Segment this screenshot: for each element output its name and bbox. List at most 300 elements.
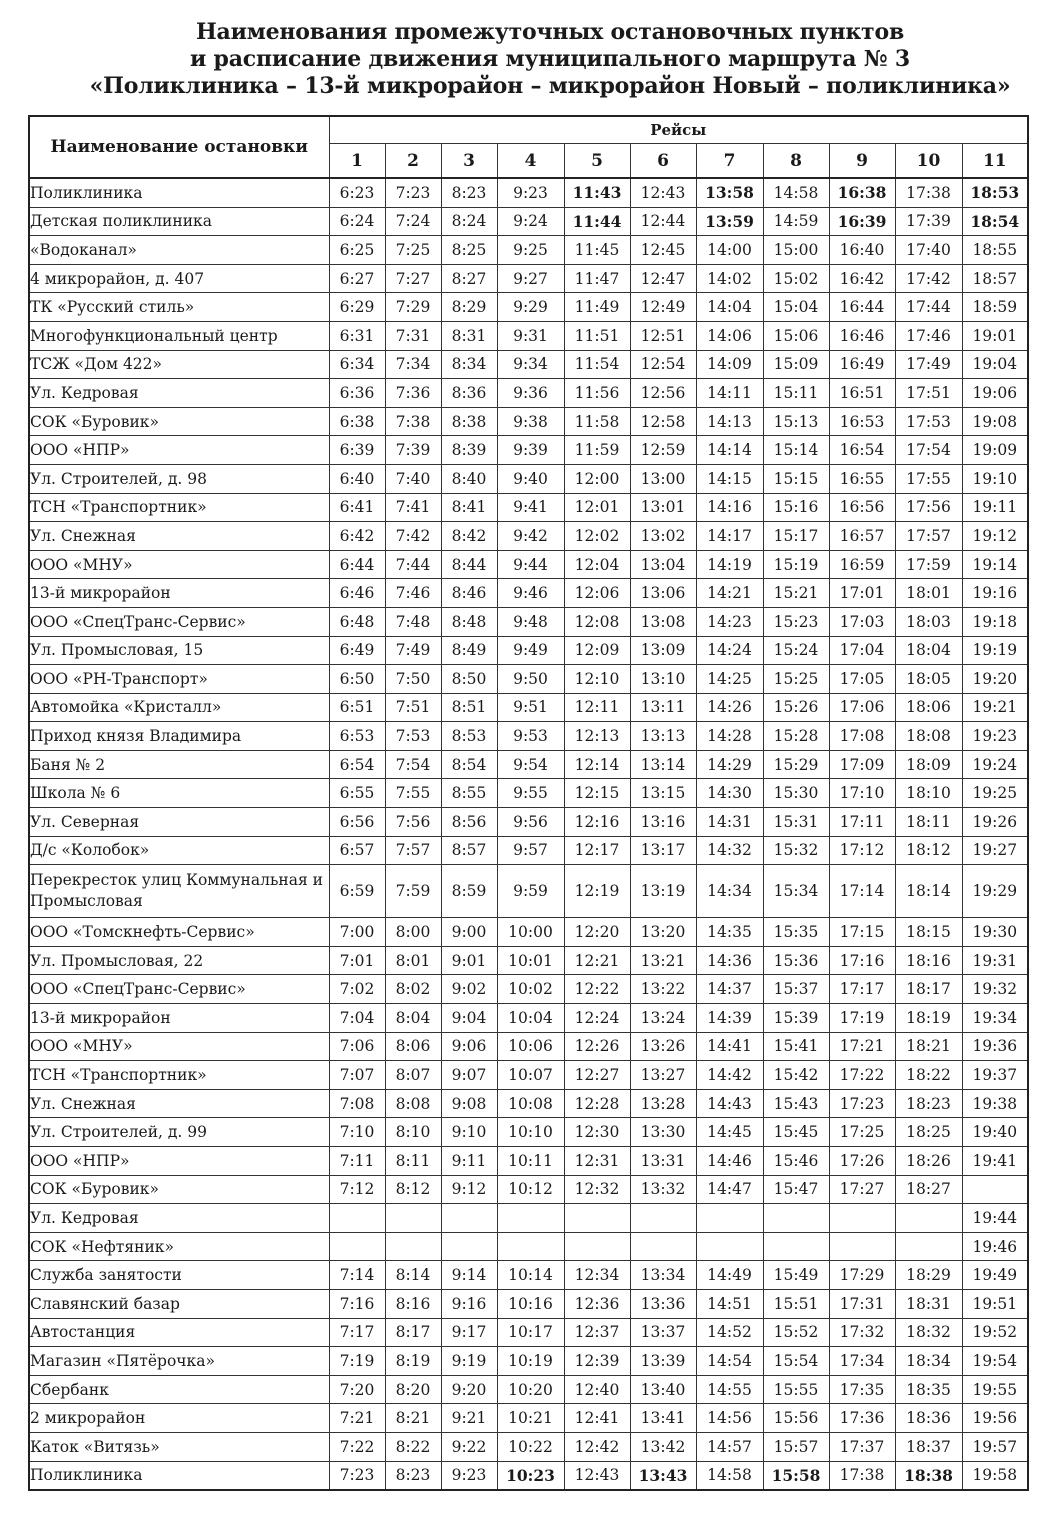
time-cell: 18:26 (895, 1147, 962, 1176)
time-cell: 17:42 (895, 264, 962, 293)
time-cell: 15:42 (763, 1061, 829, 1090)
time-cell: 19:57 (962, 1432, 1028, 1461)
time-cell: 9:16 (441, 1289, 497, 1318)
time-cell: 8:01 (385, 946, 441, 975)
trip-number-header: 8 (763, 144, 829, 179)
table-row (29, 918, 1028, 947)
time-cell: 15:46 (763, 1147, 829, 1176)
stop-name-cell: СОК «Буровик» (29, 1175, 329, 1204)
time-cell: 9:27 (497, 264, 564, 293)
time-cell: 7:34 (385, 350, 441, 379)
table-row (29, 1432, 1028, 1461)
time-cell: 7:42 (385, 522, 441, 551)
table-row (29, 1289, 1028, 1318)
time-cell: 17:06 (829, 693, 895, 722)
time-cell: 16:57 (829, 522, 895, 551)
time-cell: 6:40 (329, 464, 385, 493)
time-cell: 12:56 (630, 379, 696, 408)
time-cell: 15:52 (763, 1318, 829, 1347)
time-cell: 6:38 (329, 407, 385, 436)
time-cell: 7:36 (385, 379, 441, 408)
time-cell: 12:10 (564, 665, 630, 694)
time-cell: 12:16 (564, 808, 630, 837)
time-cell: 17:40 (895, 236, 962, 265)
time-cell: 8:00 (385, 918, 441, 947)
time-cell: 7:04 (329, 1004, 385, 1033)
time-cell: 8:06 (385, 1032, 441, 1061)
time-cell: 7:08 (329, 1089, 385, 1118)
time-cell: 18:05 (895, 665, 962, 694)
time-cell: 15:28 (763, 722, 829, 751)
time-cell: 17:38 (829, 1461, 895, 1490)
time-cell: 11:47 (564, 264, 630, 293)
time-cell: 15:47 (763, 1175, 829, 1204)
schedule-body (29, 178, 1028, 1490)
time-cell: 6:55 (329, 779, 385, 808)
time-cell: 6:31 (329, 321, 385, 350)
time-cell: 18:08 (895, 722, 962, 751)
time-cell: 17:16 (829, 946, 895, 975)
time-cell: 19:37 (962, 1061, 1028, 1090)
time-cell: 13:41 (630, 1404, 696, 1433)
time-cell: 8:16 (385, 1289, 441, 1318)
time-cell (696, 1204, 763, 1233)
time-cell: 16:39 (829, 207, 895, 236)
table-row (29, 379, 1028, 408)
time-cell: 9:57 (497, 836, 564, 865)
time-cell: 13:08 (630, 607, 696, 636)
table-row (29, 1232, 1028, 1261)
time-cell: 9:24 (497, 207, 564, 236)
time-cell: 19:09 (962, 436, 1028, 465)
time-cell: 14:23 (696, 607, 763, 636)
time-cell: 12:45 (630, 236, 696, 265)
time-cell: 7:59 (385, 865, 441, 918)
time-cell: 17:23 (829, 1089, 895, 1118)
time-cell: 8:49 (441, 636, 497, 665)
time-cell: 13:15 (630, 779, 696, 808)
stop-name-cell: 13-й микрорайон (29, 579, 329, 608)
time-cell: 18:36 (895, 1404, 962, 1433)
time-cell: 6:53 (329, 722, 385, 751)
time-cell: 12:28 (564, 1089, 630, 1118)
time-cell: 6:36 (329, 379, 385, 408)
time-cell: 9:54 (497, 750, 564, 779)
stop-name-cell: Ул. Промысловая, 15 (29, 636, 329, 665)
time-cell: 9:12 (441, 1175, 497, 1204)
time-cell: 14:28 (696, 722, 763, 751)
time-cell: 12:08 (564, 607, 630, 636)
time-cell: 8:10 (385, 1118, 441, 1147)
time-cell: 18:11 (895, 808, 962, 837)
time-cell: 13:31 (630, 1147, 696, 1176)
trip-number-header: 6 (630, 144, 696, 179)
time-cell: 14:52 (696, 1318, 763, 1347)
time-cell: 9:02 (441, 975, 497, 1004)
time-cell: 6:57 (329, 836, 385, 865)
time-cell: 6:44 (329, 550, 385, 579)
time-cell: 12:42 (564, 1432, 630, 1461)
time-cell: 17:38 (895, 178, 962, 207)
time-cell: 9:01 (441, 946, 497, 975)
time-cell: 18:19 (895, 1004, 962, 1033)
time-cell: 17:54 (895, 436, 962, 465)
table-row (29, 693, 1028, 722)
stop-name-cell: Ул. Кедровая (29, 379, 329, 408)
stop-name-cell: ООО «МНУ» (29, 550, 329, 579)
time-cell: 7:41 (385, 493, 441, 522)
time-cell: 12:26 (564, 1032, 630, 1061)
time-cell: 15:13 (763, 407, 829, 436)
time-cell: 17:36 (829, 1404, 895, 1433)
table-row (29, 550, 1028, 579)
time-cell: 9:21 (441, 1404, 497, 1433)
time-cell: 9:25 (497, 236, 564, 265)
time-cell: 7:40 (385, 464, 441, 493)
stop-name-cell: ТК «Русский стиль» (29, 293, 329, 322)
time-cell: 8:11 (385, 1147, 441, 1176)
time-cell: 13:10 (630, 665, 696, 694)
stop-name-cell: Школа № 6 (29, 779, 329, 808)
time-cell: 8:20 (385, 1375, 441, 1404)
time-cell: 17:01 (829, 579, 895, 608)
time-cell: 18:34 (895, 1347, 962, 1376)
time-cell: 7:39 (385, 436, 441, 465)
time-cell: 14:45 (696, 1118, 763, 1147)
time-cell: 7:46 (385, 579, 441, 608)
time-cell: 18:09 (895, 750, 962, 779)
time-cell: 19:32 (962, 975, 1028, 1004)
table-row (29, 579, 1028, 608)
time-cell: 14:21 (696, 579, 763, 608)
time-cell: 7:20 (329, 1375, 385, 1404)
stop-name-cell: Приход князя Владимира (29, 722, 329, 751)
time-cell: 19:12 (962, 522, 1028, 551)
time-cell: 9:10 (441, 1118, 497, 1147)
time-cell: 15:45 (763, 1118, 829, 1147)
time-cell: 16:54 (829, 436, 895, 465)
time-cell: 6:42 (329, 522, 385, 551)
time-cell: 9:31 (497, 321, 564, 350)
table-row (29, 636, 1028, 665)
stop-name-header: Наименование остановки (29, 116, 329, 178)
time-cell: 8:21 (385, 1404, 441, 1433)
time-cell: 19:40 (962, 1118, 1028, 1147)
time-cell: 9:07 (441, 1061, 497, 1090)
time-cell: 7:11 (329, 1147, 385, 1176)
time-cell: 14:34 (696, 865, 763, 918)
time-cell: 15:54 (763, 1347, 829, 1376)
document-title (0, 19, 1055, 100)
stop-name-cell: Автомойка «Кристалл» (29, 693, 329, 722)
time-cell: 17:29 (829, 1261, 895, 1290)
time-cell: 13:39 (630, 1347, 696, 1376)
time-cell (441, 1232, 497, 1261)
time-cell: 13:42 (630, 1432, 696, 1461)
time-cell: 7:53 (385, 722, 441, 751)
time-cell: 12:43 (630, 178, 696, 207)
trip-number-header: 1 (329, 144, 385, 179)
time-cell: 14:04 (696, 293, 763, 322)
time-cell: 10:00 (497, 918, 564, 947)
time-cell: 19:49 (962, 1261, 1028, 1290)
time-cell: 14:26 (696, 693, 763, 722)
time-cell: 15:21 (763, 579, 829, 608)
time-cell: 14:11 (696, 379, 763, 408)
time-cell: 9:36 (497, 379, 564, 408)
time-cell: 16:49 (829, 350, 895, 379)
stop-name-cell: ООО «Томскнефть-Сервис» (29, 918, 329, 947)
time-cell: 9:55 (497, 779, 564, 808)
time-cell: 14:30 (696, 779, 763, 808)
time-cell: 8:57 (441, 836, 497, 865)
time-cell: 7:22 (329, 1432, 385, 1461)
time-cell: 14:42 (696, 1061, 763, 1090)
time-cell: 19:52 (962, 1318, 1028, 1347)
time-cell: 13:36 (630, 1289, 696, 1318)
time-cell: 7:57 (385, 836, 441, 865)
time-cell: 19:30 (962, 918, 1028, 947)
time-cell: 15:56 (763, 1404, 829, 1433)
time-cell: 14:36 (696, 946, 763, 975)
time-cell: 13:37 (630, 1318, 696, 1347)
time-cell: 14:57 (696, 1432, 763, 1461)
time-cell: 9:41 (497, 493, 564, 522)
time-cell: 18:37 (895, 1432, 962, 1461)
time-cell: 8:17 (385, 1318, 441, 1347)
time-cell: 6:54 (329, 750, 385, 779)
time-cell: 15:16 (763, 493, 829, 522)
time-cell: 12:17 (564, 836, 630, 865)
time-cell: 15:04 (763, 293, 829, 322)
time-cell: 18:17 (895, 975, 962, 1004)
time-cell (895, 1232, 962, 1261)
stop-name-cell: Детская поликлиника (29, 207, 329, 236)
time-cell: 6:59 (329, 865, 385, 918)
time-cell: 16:53 (829, 407, 895, 436)
stop-name-cell: Ул. Снежная (29, 1089, 329, 1118)
time-cell: 17:37 (829, 1432, 895, 1461)
time-cell: 15:34 (763, 865, 829, 918)
time-cell: 14:09 (696, 350, 763, 379)
time-cell: 17:53 (895, 407, 962, 436)
time-cell: 9:46 (497, 579, 564, 608)
time-cell (564, 1204, 630, 1233)
trip-number-header: 5 (564, 144, 630, 179)
time-cell: 17:03 (829, 607, 895, 636)
time-cell: 19:41 (962, 1147, 1028, 1176)
time-cell: 18:01 (895, 579, 962, 608)
time-cell: 11:56 (564, 379, 630, 408)
time-cell: 8:07 (385, 1061, 441, 1090)
time-cell: 10:14 (497, 1261, 564, 1290)
table-row (29, 464, 1028, 493)
time-cell: 14:35 (696, 918, 763, 947)
time-cell: 7:44 (385, 550, 441, 579)
time-cell: 12:27 (564, 1061, 630, 1090)
time-cell: 15:30 (763, 779, 829, 808)
time-cell (329, 1204, 385, 1233)
time-cell: 9:51 (497, 693, 564, 722)
time-cell: 16:46 (829, 321, 895, 350)
time-cell: 9:29 (497, 293, 564, 322)
table-row (29, 808, 1028, 837)
time-cell: 15:36 (763, 946, 829, 975)
time-cell: 19:24 (962, 750, 1028, 779)
time-cell: 9:49 (497, 636, 564, 665)
time-cell: 11:54 (564, 350, 630, 379)
time-cell: 11:45 (564, 236, 630, 265)
time-cell: 14:51 (696, 1289, 763, 1318)
time-cell: 14:14 (696, 436, 763, 465)
time-cell: 17:11 (829, 808, 895, 837)
stop-name-cell: Поликлиника (29, 178, 329, 207)
time-cell: 18:25 (895, 1118, 962, 1147)
time-cell: 10:12 (497, 1175, 564, 1204)
time-cell: 13:17 (630, 836, 696, 865)
time-cell: 18:14 (895, 865, 962, 918)
time-cell: 15:31 (763, 808, 829, 837)
time-cell: 18:23 (895, 1089, 962, 1118)
time-cell: 12:40 (564, 1375, 630, 1404)
time-cell: 14:32 (696, 836, 763, 865)
time-cell: 12:54 (630, 350, 696, 379)
time-cell: 9:34 (497, 350, 564, 379)
time-cell: 19:58 (962, 1461, 1028, 1490)
time-cell: 8:12 (385, 1175, 441, 1204)
time-cell: 8:39 (441, 436, 497, 465)
time-cell: 19:51 (962, 1289, 1028, 1318)
time-cell: 8:54 (441, 750, 497, 779)
time-cell: 6:49 (329, 636, 385, 665)
time-cell: 8:40 (441, 464, 497, 493)
time-cell: 7:19 (329, 1347, 385, 1376)
time-cell: 12:36 (564, 1289, 630, 1318)
trip-number-header: 4 (497, 144, 564, 179)
time-cell (696, 1232, 763, 1261)
time-cell: 15:41 (763, 1032, 829, 1061)
time-cell: 8:56 (441, 808, 497, 837)
time-cell: 11:43 (564, 178, 630, 207)
time-cell: 7:21 (329, 1404, 385, 1433)
time-cell: 9:40 (497, 464, 564, 493)
time-cell: 14:39 (696, 1004, 763, 1033)
title-line-2: и расписание движения муниципального маршрута № 3 (189, 46, 911, 72)
time-cell: 14:00 (696, 236, 763, 265)
time-cell: 19:14 (962, 550, 1028, 579)
time-cell: 15:29 (763, 750, 829, 779)
time-cell: 7:51 (385, 693, 441, 722)
stop-name-cell: Баня № 2 (29, 750, 329, 779)
table-row (29, 1375, 1028, 1404)
time-cell: 10:17 (497, 1318, 564, 1347)
time-cell: 9:17 (441, 1318, 497, 1347)
time-cell: 7:23 (329, 1461, 385, 1490)
time-cell: 17:21 (829, 1032, 895, 1061)
time-cell: 14:24 (696, 636, 763, 665)
time-cell: 17:51 (895, 379, 962, 408)
time-cell: 14:37 (696, 975, 763, 1004)
table-row (29, 407, 1028, 436)
time-cell: 9:48 (497, 607, 564, 636)
time-cell: 17:34 (829, 1347, 895, 1376)
time-cell: 13:22 (630, 975, 696, 1004)
time-cell: 9:04 (441, 1004, 497, 1033)
time-cell: 9:50 (497, 665, 564, 694)
time-cell: 7:56 (385, 808, 441, 837)
time-cell: 12:39 (564, 1347, 630, 1376)
stop-name-cell: Сбербанк (29, 1375, 329, 1404)
time-cell: 7:14 (329, 1261, 385, 1290)
stop-name-cell: Поликлиника (29, 1461, 329, 1490)
trip-number-header: 11 (962, 144, 1028, 179)
time-cell: 17:05 (829, 665, 895, 694)
time-cell: 14:29 (696, 750, 763, 779)
time-cell: 8:34 (441, 350, 497, 379)
stop-name-cell: Славянский базар (29, 1289, 329, 1318)
time-cell: 15:51 (763, 1289, 829, 1318)
table-row (29, 1147, 1028, 1176)
time-cell: 10:10 (497, 1118, 564, 1147)
table-row (29, 946, 1028, 975)
time-cell: 18:55 (962, 236, 1028, 265)
stop-name-cell: Д/с «Колобок» (29, 836, 329, 865)
time-cell: 9:06 (441, 1032, 497, 1061)
time-cell: 8:19 (385, 1347, 441, 1376)
time-cell: 7:23 (385, 178, 441, 207)
time-cell: 16:55 (829, 464, 895, 493)
time-cell: 9:59 (497, 865, 564, 918)
table-row (29, 1061, 1028, 1090)
time-cell: 18:54 (962, 207, 1028, 236)
stop-name-cell: Автостанция (29, 1318, 329, 1347)
table-row (29, 321, 1028, 350)
time-cell: 12:20 (564, 918, 630, 947)
time-cell: 13:11 (630, 693, 696, 722)
time-cell (441, 1204, 497, 1233)
time-cell: 9:22 (441, 1432, 497, 1461)
time-cell: 19:27 (962, 836, 1028, 865)
time-cell: 19:26 (962, 808, 1028, 837)
time-cell: 6:48 (329, 607, 385, 636)
time-cell: 18:04 (895, 636, 962, 665)
stop-name-cell: 4 микрорайон, д. 407 (29, 264, 329, 293)
time-cell: 7:16 (329, 1289, 385, 1318)
time-cell: 7:49 (385, 636, 441, 665)
stop-name-cell: ТСН «Транспортник» (29, 493, 329, 522)
time-cell: 11:51 (564, 321, 630, 350)
time-cell: 19:18 (962, 607, 1028, 636)
table-row (29, 1175, 1028, 1204)
time-cell: 12:43 (564, 1461, 630, 1490)
time-cell: 14:47 (696, 1175, 763, 1204)
time-cell: 19:06 (962, 379, 1028, 408)
time-cell: 8:48 (441, 607, 497, 636)
time-cell: 18:59 (962, 293, 1028, 322)
time-cell: 18:53 (962, 178, 1028, 207)
time-cell: 10:22 (497, 1432, 564, 1461)
time-cell: 15:23 (763, 607, 829, 636)
time-cell: 8:27 (441, 264, 497, 293)
table-row (29, 293, 1028, 322)
time-cell: 10:06 (497, 1032, 564, 1061)
stop-name-cell: Ул. Снежная (29, 522, 329, 551)
table-row (29, 722, 1028, 751)
time-cell: 17:35 (829, 1375, 895, 1404)
time-cell: 18:32 (895, 1318, 962, 1347)
time-cell: 17:12 (829, 836, 895, 865)
time-cell: 18:38 (895, 1461, 962, 1490)
